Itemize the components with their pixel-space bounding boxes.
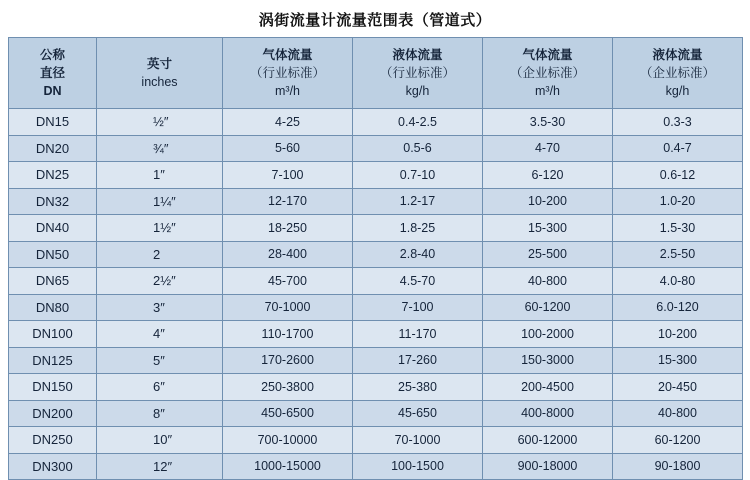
cell-liquid-enterprise: 6.0-120 (613, 294, 743, 321)
cell-gas-industry: 110-1700 (223, 321, 353, 348)
cell-gas-enterprise: 6-120 (483, 162, 613, 189)
table-row (9, 109, 743, 136)
cell-gas-enterprise: 10-200 (483, 188, 613, 215)
table-row (9, 427, 743, 454)
cell-gas-enterprise: 600-12000 (483, 427, 613, 454)
header-line: 公称 (39, 47, 65, 62)
cell-dn: DN32 (9, 188, 97, 215)
table-row (9, 374, 743, 401)
header-line: 气体流量 (522, 47, 573, 62)
cell-gas-enterprise: 900-18000 (483, 453, 613, 480)
cell-dn: DN65 (9, 268, 97, 295)
cell-gas-industry: 250-3800 (223, 374, 353, 401)
cell-gas-enterprise: 100-2000 (483, 321, 613, 348)
cell-gas-enterprise: 60-1200 (483, 294, 613, 321)
table-row (9, 453, 743, 480)
header-cell-nominal-diameter (9, 38, 97, 109)
cell-gas-industry: 12-170 (223, 188, 353, 215)
cell-liquid-enterprise: 0.3-3 (613, 109, 743, 136)
cell-dn: DN150 (9, 374, 97, 401)
cell-dn: DN125 (9, 347, 97, 374)
cell-dn: DN100 (9, 321, 97, 348)
cell-gas-industry: 28-400 (223, 241, 353, 268)
cell-liquid-industry: 100-1500 (353, 453, 483, 480)
cell-dn: DN200 (9, 400, 97, 427)
header-line: 直径 (39, 65, 65, 80)
header-cell-inches (97, 38, 223, 109)
cell-liquid-industry: 45-650 (353, 400, 483, 427)
table-body (9, 109, 743, 480)
cell-liquid-enterprise: 20-450 (613, 374, 743, 401)
table-row (9, 400, 743, 427)
cell-gas-industry: 70-1000 (223, 294, 353, 321)
cell-gas-enterprise: 25-500 (483, 241, 613, 268)
table-row (9, 268, 743, 295)
table-row (9, 294, 743, 321)
cell-dn: DN40 (9, 215, 97, 242)
header-line: m³/h (275, 84, 300, 99)
cell-dn: DN50 (9, 241, 97, 268)
cell-liquid-industry: 0.4-2.5 (353, 109, 483, 136)
table-row (9, 241, 743, 268)
cell-dn: DN250 (9, 427, 97, 454)
cell-liquid-enterprise: 2.5-50 (613, 241, 743, 268)
header-line: 气体流量 (262, 47, 313, 62)
cell-liquid-industry: 0.5-6 (353, 135, 483, 162)
cell-liquid-enterprise: 10-200 (613, 321, 743, 348)
cell-gas-enterprise: 3.5-30 (483, 109, 613, 136)
cell-gas-industry: 18-250 (223, 215, 353, 242)
cell-inches: ¾″ (97, 135, 223, 162)
cell-gas-industry: 5-60 (223, 135, 353, 162)
table-row (9, 215, 743, 242)
header-line: kg/h (665, 84, 690, 99)
page-title: 涡街流量计流量范围表（管道式） (258, 12, 492, 29)
header-line: 液体流量 (652, 47, 703, 62)
cell-liquid-enterprise: 90-1800 (613, 453, 743, 480)
cell-gas-enterprise: 15-300 (483, 215, 613, 242)
cell-gas-industry: 170-2600 (223, 347, 353, 374)
cell-liquid-enterprise: 60-1200 (613, 427, 743, 454)
cell-liquid-enterprise: 4.0-80 (613, 268, 743, 295)
header-line: 英寸 (146, 56, 172, 71)
header-cell-liquid-flow-industry (353, 38, 483, 109)
cell-gas-industry: 45-700 (223, 268, 353, 295)
header-line: （企业标准） (509, 65, 585, 80)
header-row (9, 38, 743, 109)
table-row (9, 188, 743, 215)
cell-liquid-enterprise: 0.4-7 (613, 135, 743, 162)
cell-dn: DN300 (9, 453, 97, 480)
cell-liquid-enterprise: 15-300 (613, 347, 743, 374)
table-row (9, 321, 743, 348)
header-line: （行业标准） (379, 65, 455, 80)
cell-dn: DN25 (9, 162, 97, 189)
cell-gas-industry: 7-100 (223, 162, 353, 189)
cell-inches: 2 (97, 241, 223, 268)
header-line: （行业标准） (249, 65, 325, 80)
header-cell-gas-flow-enterprise (483, 38, 613, 109)
cell-gas-industry: 1000-15000 (223, 453, 353, 480)
header-line: 液体流量 (392, 47, 443, 62)
flow-range-table (8, 37, 743, 480)
table-row (9, 135, 743, 162)
cell-liquid-industry: 11-170 (353, 321, 483, 348)
cell-gas-enterprise: 400-8000 (483, 400, 613, 427)
header-line: inches (141, 75, 178, 89)
header-line: （企业标准） (639, 65, 715, 80)
header-line: m³/h (535, 84, 560, 99)
cell-liquid-industry: 0.7-10 (353, 162, 483, 189)
cell-inches: 5″ (97, 347, 223, 374)
cell-liquid-enterprise: 1.0-20 (613, 188, 743, 215)
cell-inches: 2½″ (97, 268, 223, 295)
cell-liquid-industry: 70-1000 (353, 427, 483, 454)
cell-gas-industry: 4-25 (223, 109, 353, 136)
table-row (9, 347, 743, 374)
header-cell-gas-flow-industry (223, 38, 353, 109)
cell-gas-enterprise: 40-800 (483, 268, 613, 295)
cell-gas-industry: 700-10000 (223, 427, 353, 454)
cell-inches: ½″ (97, 109, 223, 136)
cell-gas-enterprise: 4-70 (483, 135, 613, 162)
cell-gas-enterprise: 150-3000 (483, 347, 613, 374)
header-cell-liquid-flow-enterprise (613, 38, 743, 109)
cell-liquid-enterprise: 40-800 (613, 400, 743, 427)
table-row (9, 162, 743, 189)
cell-inches: 6″ (97, 374, 223, 401)
cell-liquid-industry: 1.2-17 (353, 188, 483, 215)
cell-gas-industry: 450-6500 (223, 400, 353, 427)
header-line: DN (43, 84, 62, 99)
cell-liquid-industry: 1.8-25 (353, 215, 483, 242)
cell-inches: 12″ (97, 453, 223, 480)
cell-dn: DN20 (9, 135, 97, 162)
cell-gas-enterprise: 200-4500 (483, 374, 613, 401)
cell-inches: 4″ (97, 321, 223, 348)
cell-liquid-industry: 7-100 (353, 294, 483, 321)
cell-inches: 1½″ (97, 215, 223, 242)
cell-inches: 1¼″ (97, 188, 223, 215)
cell-inches: 3″ (97, 294, 223, 321)
header-line: kg/h (405, 84, 430, 99)
cell-inches: 10″ (97, 427, 223, 454)
cell-liquid-industry: 25-380 (353, 374, 483, 401)
cell-liquid-enterprise: 1.5-30 (613, 215, 743, 242)
cell-liquid-industry: 2.8-40 (353, 241, 483, 268)
cell-liquid-enterprise: 0.6-12 (613, 162, 743, 189)
table-header (9, 38, 743, 109)
cell-dn: DN15 (9, 109, 97, 136)
cell-liquid-industry: 4.5-70 (353, 268, 483, 295)
cell-dn: DN80 (9, 294, 97, 321)
cell-inches: 8″ (97, 400, 223, 427)
cell-liquid-industry: 17-260 (353, 347, 483, 374)
cell-inches: 1″ (97, 162, 223, 189)
